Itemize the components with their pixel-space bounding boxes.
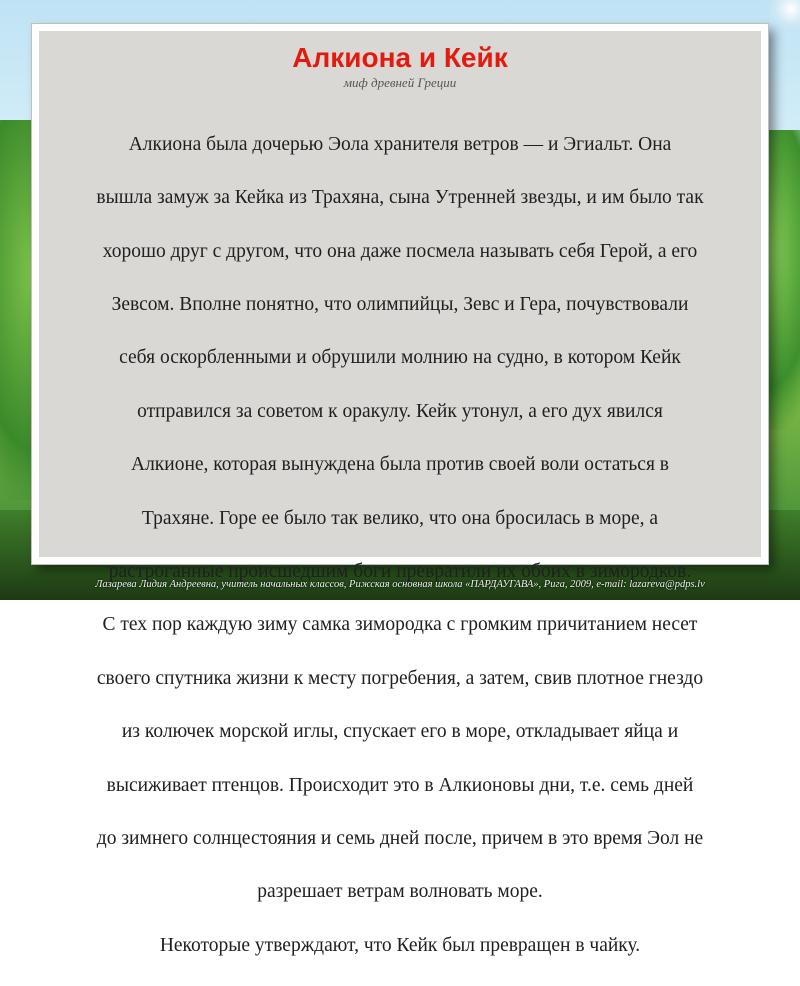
slide-title: Алкиона и Кейк: [292, 42, 508, 73]
body-line: С тех пор каждую зиму самка зимородка с громким причитанием несет: [102, 614, 698, 636]
body-text: [50, 105, 750, 986]
body-line: Алкиона была дочерью Эола хранителя ветров — и Эгиальт. Она: [128, 133, 672, 155]
footer-credit: Лазарева Лидия Андреевна, учитель начальных классов, Рижская основная школа «ПАРДАУГАВА», Рига, 2009, e-mail: lazareva@pdps.lv: [95, 579, 705, 590]
slide-subtitle: миф древней Греции: [343, 75, 457, 90]
body-line: Трахяне. Горе ее было так велико, что она бросилась в море, а: [141, 507, 659, 529]
body-line: вышла замуж за Кейка из Трахяна, сына Утренней звезды, и им было так: [96, 187, 704, 209]
body-line: Некоторые утверждают, что Кейк был превращен в чайку.: [159, 934, 641, 956]
body-line: своего спутника жизни к месту погребения, а затем, свив плотное гнездо: [96, 667, 704, 689]
body-line: до зимнего солнцестояния и семь дней после, причем в это время Эол не: [96, 827, 704, 849]
body-line: растроганные происшедшим боги превратили их обоих в зимородков.: [108, 560, 692, 582]
sky-highlight: [770, 0, 800, 30]
body-line: отправился за советом к оракулу. Кейк утонул, а его дух явился: [137, 400, 663, 422]
body-line: себя оскорбленными и обрушили молнию на судно, в котором Кейк: [119, 347, 681, 369]
body-line: Алкионе, которая вынуждена была против своей воли остаться в: [130, 454, 670, 476]
body-line: высиживает птенцов. Происходит это в Алкионовы дни, т.е. семь дней: [106, 774, 694, 796]
body-line: хорошо друг с другом, что она даже посмела называть себя Герой, а его: [102, 240, 698, 262]
body-line: Зевсом. Вполне понятно, что олимпийцы, Зевс и Гера, почувствовали: [111, 293, 689, 315]
body-line: разрешает ветрам волновать море.: [257, 881, 543, 903]
body-line: из колючек морской иглы, спускает его в море, откладывает яйца и: [121, 721, 679, 743]
